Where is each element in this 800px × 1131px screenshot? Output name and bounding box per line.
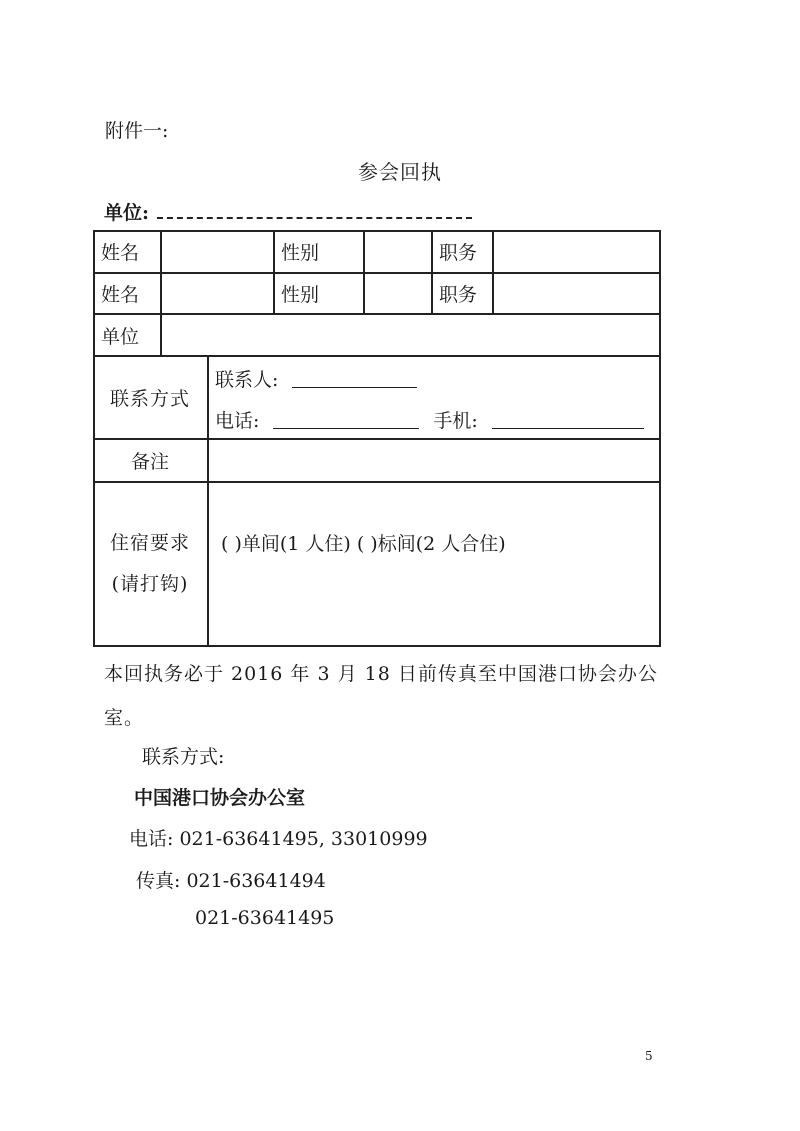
phone-label: 电话: — [215, 409, 260, 432]
page-title: 参会回执 — [358, 160, 442, 184]
table-border-bottom — [93, 645, 660, 647]
name-label: 姓名 — [101, 284, 140, 306]
contact-person-label: 联系人: — [215, 368, 279, 391]
mobile-label: 手机: — [433, 409, 478, 432]
table-border-right — [659, 230, 661, 647]
phone-blank[interactable] — [273, 410, 419, 429]
position-input[interactable] — [493, 230, 659, 272]
attachment-label: 附件一: — [105, 120, 169, 142]
contact-method-label: 联系方式 — [109, 388, 190, 410]
unit-label: 单位: — [104, 202, 150, 224]
lodging-hint: (请打钩) — [111, 572, 189, 595]
unit-row-input[interactable] — [161, 314, 659, 356]
gender-label: 性别 — [281, 241, 320, 264]
gender-input[interactable] — [364, 273, 431, 314]
registration-form-table — [93, 230, 660, 647]
page-number: 5 — [645, 1049, 653, 1063]
table-col-line — [431, 230, 433, 314]
table-col-line — [273, 230, 275, 314]
phone-field — [215, 404, 644, 434]
name-input[interactable] — [161, 230, 273, 272]
contact-person-field — [215, 363, 417, 393]
table-row-line — [93, 481, 660, 483]
remark-input[interactable] — [208, 439, 659, 481]
table-col-line — [207, 355, 209, 646]
contact-fax: 传真: 021-63641494 — [136, 870, 326, 892]
gender-input[interactable] — [364, 230, 431, 272]
unit-blank[interactable] — [157, 203, 472, 219]
position-input[interactable] — [493, 273, 659, 314]
unit-row-label: 单位 — [101, 325, 140, 348]
contact-heading: 联系方式: — [142, 746, 225, 768]
unit-field — [104, 198, 472, 225]
position-label: 职务 — [439, 284, 478, 306]
name-label: 姓名 — [101, 241, 140, 264]
name-input[interactable] — [161, 273, 273, 314]
mobile-blank[interactable] — [492, 410, 644, 429]
gender-label: 性别 — [281, 284, 320, 306]
lodging-label: 住宿要求 — [109, 531, 190, 554]
remark-label: 备注 — [130, 450, 169, 473]
contact-person-blank[interactable] — [292, 369, 417, 388]
position-label: 职务 — [439, 241, 478, 264]
contact-org: 中国港口协会办公室 — [134, 787, 306, 809]
lodging-options[interactable]: ( )单间(1 人住) ( )标间(2 人合住) — [221, 532, 506, 555]
contact-fax-2: 021-63641495 — [195, 907, 335, 929]
contact-phone: 电话: 021-63641495, 33010999 — [129, 828, 428, 850]
notice-line-1: 本回执务必于 2016 年 3 月 18 日前传真至中国港口协会办公 — [104, 663, 658, 685]
notice-line-2: 室。 — [104, 707, 145, 729]
